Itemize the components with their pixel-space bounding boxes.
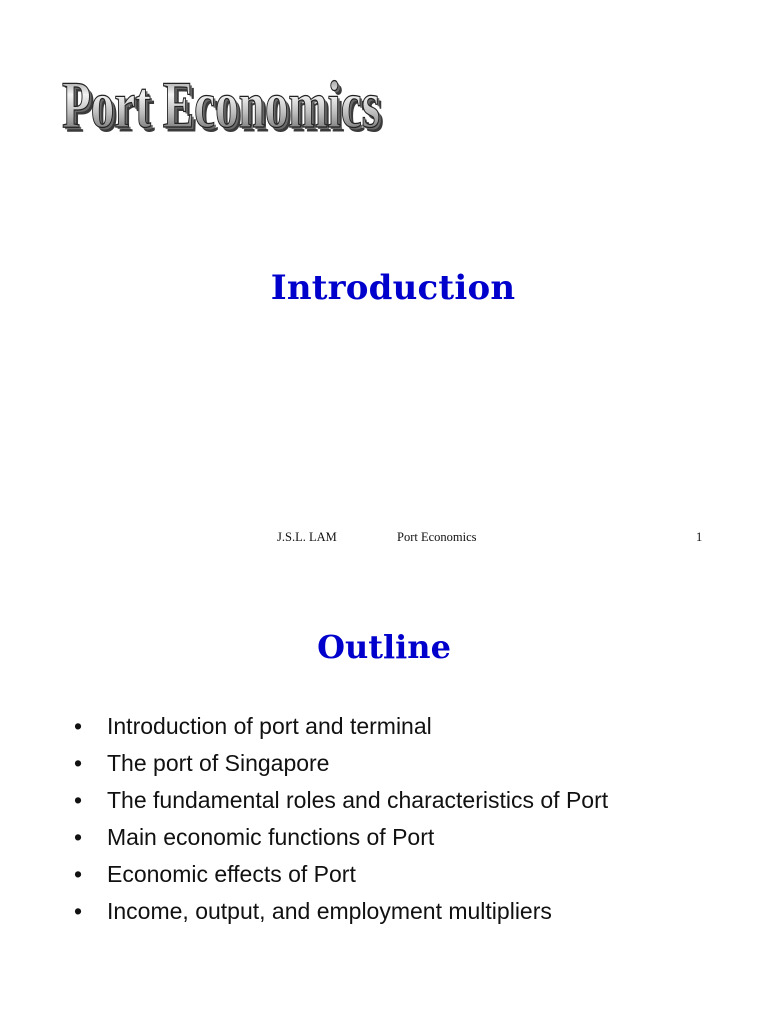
footer-course-name: Port Economics	[397, 530, 477, 544]
bullet-icon: •	[74, 713, 83, 739]
slide-title-outline: Outline	[317, 628, 451, 666]
slide-title-introduction: Introduction	[270, 268, 516, 308]
port-economics-wordart-logo	[60, 62, 390, 138]
outline-item-label: Income, output, and employment multipliers	[107, 898, 552, 924]
outline-item-label: Economic effects of Port	[107, 861, 356, 887]
outline-item-label: The port of Singapore	[107, 750, 330, 776]
logo-depth-layer: Port Economics	[64, 70, 382, 138]
outline-item-label: Main economic functions of Port	[107, 824, 435, 850]
bullet-icon: •	[74, 824, 83, 850]
outline-item-label: The fundamental roles and characteristics of Port	[107, 787, 609, 813]
footer-author: J.S.L. LAM	[277, 530, 337, 544]
bullet-icon: •	[74, 787, 83, 813]
outline-item-label: Introduction of port and terminal	[107, 713, 432, 739]
footer-page-number: 1	[696, 530, 703, 544]
bullet-icon: •	[74, 898, 83, 924]
logo-face-layer: Port Economics	[62, 68, 380, 138]
logo-shadow-layer: Port Economics	[66, 72, 384, 138]
bullet-icon: •	[74, 861, 83, 887]
bullet-icon: •	[74, 750, 83, 776]
